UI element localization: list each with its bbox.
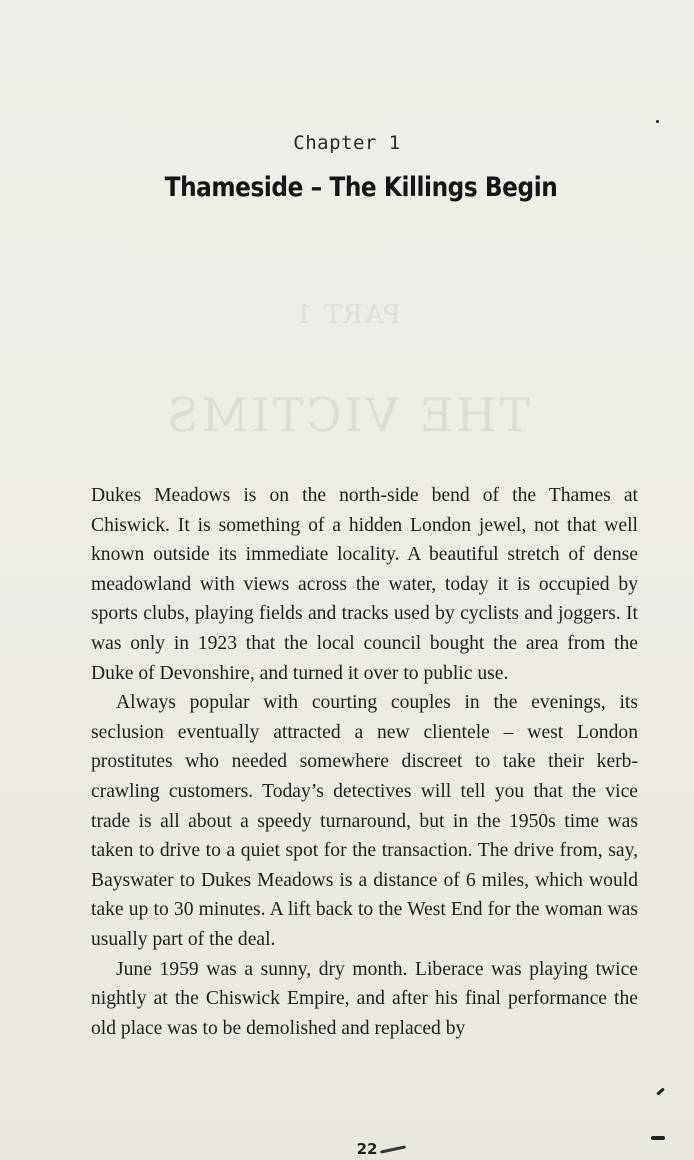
bleed-through-part-label: PART 1 [293,300,401,330]
chapter-body [91,481,638,1043]
ink-speck [651,1136,665,1140]
paragraph-3: June 1959 was a sunny, dry month. Liberace was playing twice nightly at the Chiswick Empire, and after his final performance the old place was to be demolished and replaced by [91,958,638,1039]
ink-speck [656,120,659,123]
ink-speck [656,1087,665,1095]
chapter-label: Chapter 1 [293,132,401,154]
bleed-through-section-title: THE VICTIMS [163,388,531,442]
page-number: 22 [356,1140,378,1158]
paragraph-1: Dukes Meadows is on the north-side bend of the Thames at Chiswick. It is something of a hidden London jewel, not that well known outside its immediate locality. A beautiful stretch of dense meadowland with views across the water, today it is occupied by sports clubs, playing fields and tracks used by cyclists and joggers. It was only in 1923 that the local council bought the area from the Duke of Devonshire, and turned it over to public use. [91,485,638,684]
chapter-title: Thameside – The Killings Begin [164,172,558,203]
paragraph-2: Always popular with courting couples in the evenings, its seclusion eventually attracted a new clientele – west London prostitutes who needed somewhere discreet to take their kerb-crawling customers. Today’s detectives will tell you that the vice trade is all about a speedy turnaround, but in the 1950s time was taken to drive to a quiet spot for the transaction. The drive from, say, Bayswater to Dukes Meadows is a distance of 6 miles, which would take up to 30 minutes. A lift back to the West End for the woman was usually part of the deal. [91,692,638,950]
